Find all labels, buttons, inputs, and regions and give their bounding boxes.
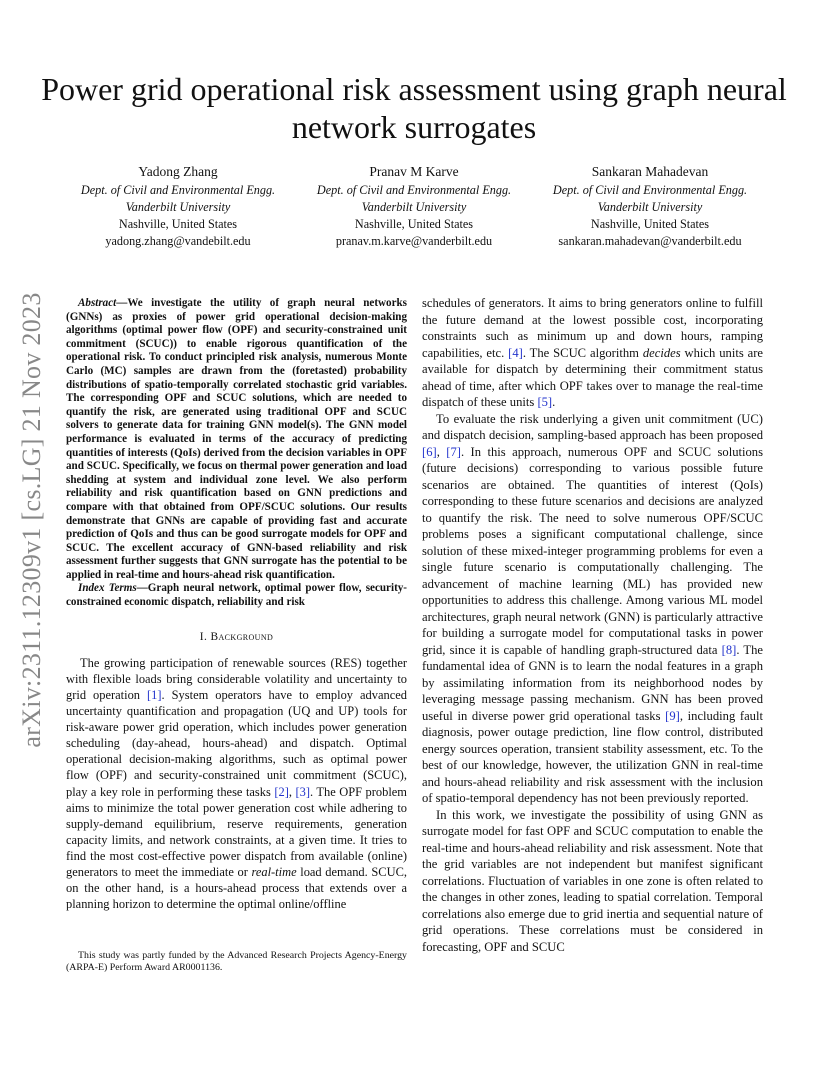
- author-name: Sankaran Mahadevan: [591, 164, 709, 179]
- citation-link[interactable]: [6]: [422, 444, 437, 459]
- arxiv-id: arXiv:2311.12309v1 [cs.LG] 21 Nov 2023: [17, 291, 46, 748]
- paragraph-text: ,: [288, 784, 296, 799]
- emphasis-text: decides: [642, 345, 681, 360]
- citation-link[interactable]: [5]: [537, 395, 553, 409]
- author-1: [60, 163, 296, 250]
- left-column: [66, 297, 407, 912]
- body-paragraph: [422, 295, 763, 411]
- funding-footnote: This study was partly funded by the Advanced Research Projects Agency-Energy (ARPA-E) Perform Award AR0001136.: [66, 950, 407, 973]
- right-column-body: [422, 295, 763, 955]
- author-univ: Vanderbilt University: [125, 200, 231, 214]
- citation-link[interactable]: [4]: [508, 345, 523, 360]
- citation-link[interactable]: [7]: [446, 444, 461, 459]
- paragraph-text: The growing participation of renewable sources (RES) together with flexible loads bring considerable volatility and uncertainty to grid operation: [66, 655, 407, 702]
- author-dept: Dept. of Civil and Environmental Engg.: [552, 183, 748, 197]
- paragraph-text: , including fault diagnosis, power outage prediction, line flow control, distributed energy sources operation, transient stability assessment, etc. To the best of our knowledge, however, the utilization GNN in real-time and hours-ahead reliability and risk assessment with the inclusion of spatio-temporal dependency has not been previously reported.: [422, 708, 763, 805]
- body-paragraph: [422, 807, 763, 956]
- paragraph-text: ,: [436, 444, 447, 459]
- paragraph-text: . The SCUC algorithm: [522, 345, 643, 360]
- paper-title: Power grid operational risk assessment using graph neural network surrogates: [41, 71, 787, 145]
- author-univ: Vanderbilt University: [597, 200, 703, 214]
- paragraph-text: To evaluate the risk underlying a given unit commitment (UC) and dispatch decision, sampling-based approach has been proposed: [422, 411, 763, 442]
- index-terms-lead: Index Terms: [78, 582, 137, 595]
- arxiv-stamp: [18, 283, 46, 756]
- paragraph-text: schedules of generators. It aims to bring generators online to fulfill the future demand at the lowest possible cost, incorporating constraints such as minimum up and down hours, ramping capabilities, etc.: [422, 296, 763, 360]
- author-location: Nashville, United States: [590, 217, 710, 231]
- abstract-text: —We investigate the utility of graph neural networks (GNNs) as proxies of power grid operational decision-making algorithms (optimal power flow (OPF) and security-constrained unit commitment (SCUC)) to enable rigorous quantification of the operational risk. To conduct principled risk analysis, numerous Monte Carlo (MC) samples are drawn from the (foretasted) probability distributions of spatio-temporally correlated stochastic grid variables. The corresponding OPF and SCUC solutions, which are needed to quantify the risk, are generated using traditional OPF and SCUC solvers to generate data for training GNN model(s). The GNN model performance is evaluated in terms of the accuracy of predicting quantities of interests (QoIs) derived from the decision variables in OPF and SCUC. Specifically, we focus on thermal power generation and load shedding at system and individual zone level. We also perform reliability and risk quantification based on GNN predictions and compare with that obtained from OPF/SCUC solutions. Our results demonstrate that GNNs are capable of providing fast and accurate prediction of QoIs and thus can be good surrogate models for OPF and SCUC. The excellent accuracy of GNN-based reliability and risk assessment further suggests that GNN surrogate has the potential to be applied in real-time and hours-ahead risk quantification.: [66, 297, 407, 581]
- author-email: sankaran.mahadevan@vanderbilt.edu: [558, 234, 742, 248]
- paragraph-text: .: [552, 395, 556, 409]
- section-number: I.: [199, 630, 208, 643]
- author-email: yadong.zhang@vandebilt.edu: [105, 234, 251, 248]
- abstract: [66, 297, 407, 582]
- paragraph-text: load demand. SCUC, on the other hand, is a hours-ahead process that extends over a planning horizon to determine the optimal online/offline: [66, 864, 407, 912]
- paragraph-text: . The fundamental idea of GNN is to learn the nodal features in a graph by assimilating information from its neighborhood nodes by leveraging message passing mechanism. GNN has been proved useful in diverse power grid operational tasks: [422, 642, 764, 723]
- author-location: Nashville, United States: [354, 217, 474, 231]
- author-2: [296, 163, 532, 250]
- author-dept: Dept. of Civil and Environmental Engg.: [80, 183, 276, 197]
- author-dept: Dept. of Civil and Environmental Engg.: [316, 183, 512, 197]
- paragraph-text: which units are available for dispatch by determining their commitment status ahead of time, after which OPF takes over to manage the real-time dispatch of these units: [422, 345, 763, 409]
- author-name: Pranav M Karve: [369, 164, 459, 179]
- index-terms: [66, 582, 407, 609]
- body-paragraph: [66, 655, 407, 913]
- section-title: Background: [210, 630, 274, 643]
- body-paragraph: [422, 411, 763, 807]
- paragraph-text: . System operators have to employ advanced uncertainty quantification and propagation (UQ and UP) tools for risk-aware power grid operation, which includes power generation scheduling (day-ahead, hours-ahead) and dispatch. Optimal operational decision-making algorithms, such as optimal power flow (OPF) and security-constrained unit commitment (SCUC), play a key role in performing these tasks: [66, 687, 407, 799]
- paragraph-text: In this work, we investigate the possibility of using GNN as surrogate model for fast OPF and SCUC computation to enable the real-time and hours-ahead reliability and risk assessment. Note that the grid variables are not independent but manifest significant correlations. Fluctuation of variables in one zone is often related to the changes in other zones, leading to spatial correlation. Temporal correlations also emerge due to grid inertia and sequential nature of grid operations. These correlations must be considered in forecasting, OPF and SCUC: [422, 807, 763, 954]
- paragraph-text: . The OPF problem aims to minimize the total power generation cost while adhering to supply-demand equilibrium, reserve requirements, generation capacity limits, and network constraints, at a given time. It tries to find the most cost-effective power dispatch from available (online) generators to meet the immediate or: [66, 784, 407, 879]
- citation-link[interactable]: [2]: [274, 784, 289, 799]
- author-block: [60, 163, 768, 250]
- right-column: [422, 295, 763, 955]
- abstract-lead: Abstract: [78, 297, 117, 309]
- paragraph-text: . In this approach, numerous OPF and SCUC solutions (future decisions) corresponding to various possible future scenarios are obtained. The quantities of interest (QoIs) corresponding to these future scenarios and decisions are analyzed to quantify the risk. The need to solve numerous OPF/SCUC problems poses a significant computational challenge, since solution of these mixed-integer programming problems for even a single future scenario is computationally challenging. The advancement of machine learning (ML) has provided new opportunities to address this challenge. Among various ML model architectures, graph neural network (GNN) is particularly attractive for building a surrogate model for computational tasks in power grid, since it is capable of handling graph-structured data: [422, 444, 763, 657]
- author-email: pranav.m.karve@vanderbilt.edu: [335, 234, 493, 248]
- index-terms-text: —Graph neural network, optimal power flow, security-constrained economic dispatch, reliability and risk: [66, 582, 407, 609]
- author-location: Nashville, United States: [118, 217, 238, 231]
- section-heading: [66, 629, 407, 645]
- author-name: Yadong Zhang: [138, 164, 218, 179]
- author-3: [532, 163, 768, 250]
- left-column-body: [66, 655, 407, 913]
- citation-link[interactable]: [9]: [665, 708, 680, 723]
- citation-link[interactable]: [8]: [721, 642, 737, 657]
- citation-link[interactable]: [3]: [295, 784, 310, 799]
- emphasis-text: real-time: [251, 864, 297, 879]
- author-univ: Vanderbilt University: [361, 200, 467, 214]
- citation-link[interactable]: [1]: [147, 687, 162, 702]
